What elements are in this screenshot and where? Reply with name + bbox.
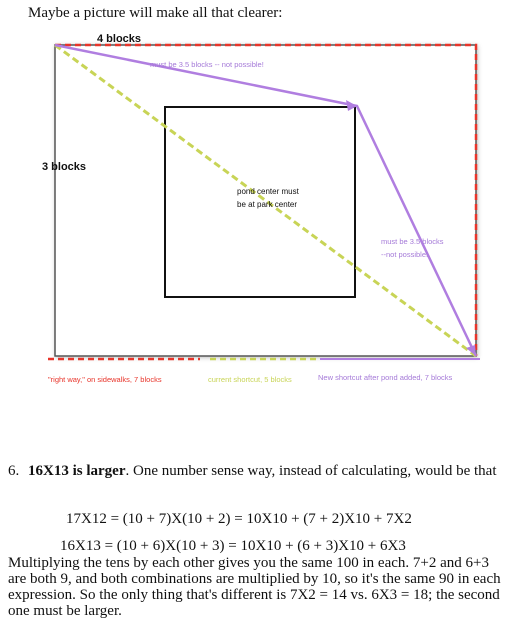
pond-note-2: be at park center <box>237 200 298 209</box>
equation-1: 17X12 = (10 + 7)X(10 + 2) = 10X10 + (7 + 2)X10 + 7X2 <box>66 511 412 527</box>
equation-2: 16X13 = (10 + 6)X(10 + 3) = 10X10 + (6 + 3)X10 + 6X3 <box>60 538 406 554</box>
item-bold: 16X13 is larger <box>28 463 126 479</box>
right-note-2: --not possible! <box>381 250 429 259</box>
pond-note-1: pond center must <box>237 187 299 196</box>
top-label: 4 blocks <box>97 33 142 45</box>
intro-text: Maybe a picture will make all that clearer: <box>28 5 283 21</box>
legend-red: "right way," on sidewalks, 7 blocks <box>48 375 162 384</box>
explanation-text: Multiplying the tens by each other gives you the same 100 in each. 7+2 and 6+3 are both 9, and both combinations are multiplied by 10, so it's the same 90 in each expression. So the only thing that's different is 7X2 = 14 vs. 6X3 = 18; the second one must be larger. <box>8 555 501 619</box>
item-number: 6. <box>8 463 20 479</box>
legend-purple: New shortcut after pond added, 7 blocks <box>318 373 453 382</box>
side-label: 3 blocks <box>42 161 87 173</box>
right-note-1: must be 3.5 blocks <box>381 237 444 246</box>
legend-green: current shortcut, 5 blocks <box>208 375 292 384</box>
item-rest: . One number sense way, instead of calculating, would be that <box>125 463 497 479</box>
answer-item <box>8 463 508 480</box>
top-note: must be 3.5 blocks -- not possible! <box>150 60 264 69</box>
